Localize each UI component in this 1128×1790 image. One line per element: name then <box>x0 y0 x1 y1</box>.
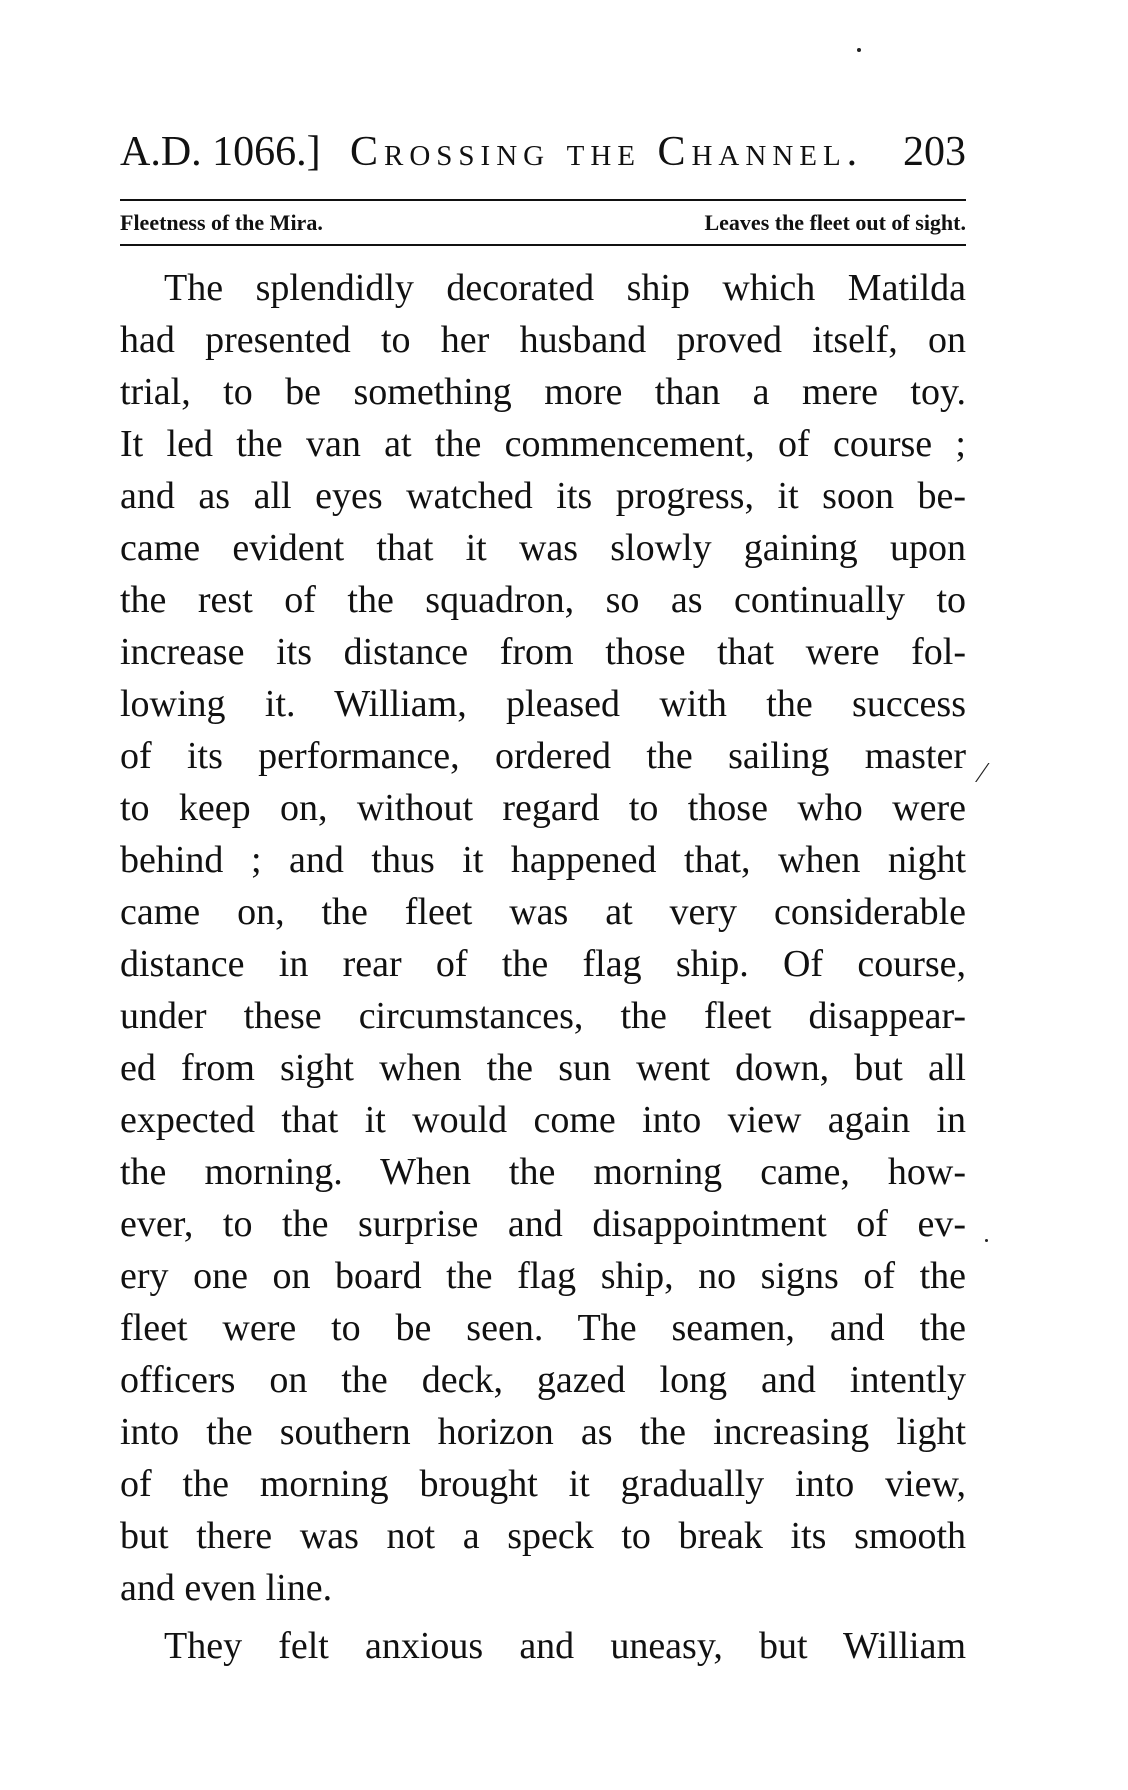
text-line: trial, to be something more than a mere toy. <box>120 371 966 413</box>
text-line: ed from sight when the sun went down, but all <box>120 1047 966 1089</box>
side-note-right: Leaves the fleet out of sight. <box>704 210 966 235</box>
header-rule-top <box>120 199 966 201</box>
text-line: behind ; and thus it happened that, when night <box>120 839 966 881</box>
margin-tick-mark: ⁄ <box>980 758 985 789</box>
side-notes <box>120 206 966 240</box>
header-rule-bottom <box>120 244 966 246</box>
chapter-title: Crossing the Channel. <box>350 129 864 175</box>
body-text <box>120 262 966 1672</box>
ink-speck <box>857 48 861 52</box>
text-line: expected that it would come into view again in <box>120 1099 966 1141</box>
text-line: the morning. When the morning came, how- <box>120 1151 966 1193</box>
text-line: and even line. <box>120 1567 333 1609</box>
text-line: of its performance, ordered the sailing master <box>120 735 966 777</box>
header-date: A.D. 1066.] <box>120 129 321 175</box>
text-line: They felt anxious and uneasy, but William <box>164 1625 966 1667</box>
side-note-left: Fleetness of the Mira. <box>120 210 323 235</box>
text-line: under these circumstances, the fleet disappear- <box>120 995 966 1037</box>
text-line: increase its distance from those that were fol- <box>120 631 966 673</box>
text-line: distance in rear of the flag ship. Of course, <box>120 943 966 985</box>
text-line: to keep on, without regard to those who were <box>120 787 966 829</box>
text-line: but there was not a speck to break its smooth <box>120 1515 966 1557</box>
text-line: The splendidly decorated ship which Matilda <box>164 267 966 309</box>
text-line: and as all eyes watched its progress, it soon be- <box>120 475 966 517</box>
page-number: 203 <box>903 129 966 175</box>
text-line: It led the van at the commencement, of course ; <box>120 423 966 465</box>
running-header <box>120 122 966 182</box>
text-line: had presented to her husband proved itself, on <box>120 319 966 361</box>
text-line: of the morning brought it gradually into view, <box>120 1463 966 1505</box>
text-line: came evident that it was slowly gaining upon <box>120 527 966 569</box>
text-line: officers on the deck, gazed long and intently <box>120 1359 966 1401</box>
text-line: lowing it. William, pleased with the success <box>120 683 966 725</box>
text-line: ever, to the surprise and disappointment of ev- <box>120 1203 966 1245</box>
text-line: ery one on board the flag ship, no signs of the <box>120 1255 966 1297</box>
text-line: fleet were to be seen. The seamen, and the <box>120 1307 966 1349</box>
text-line: into the southern horizon as the increasing light <box>120 1411 966 1453</box>
ink-speck <box>985 1239 988 1242</box>
text-line: the rest of the squadron, so as continually to <box>120 579 966 621</box>
text-line: came on, the fleet was at very considerable <box>120 891 966 933</box>
